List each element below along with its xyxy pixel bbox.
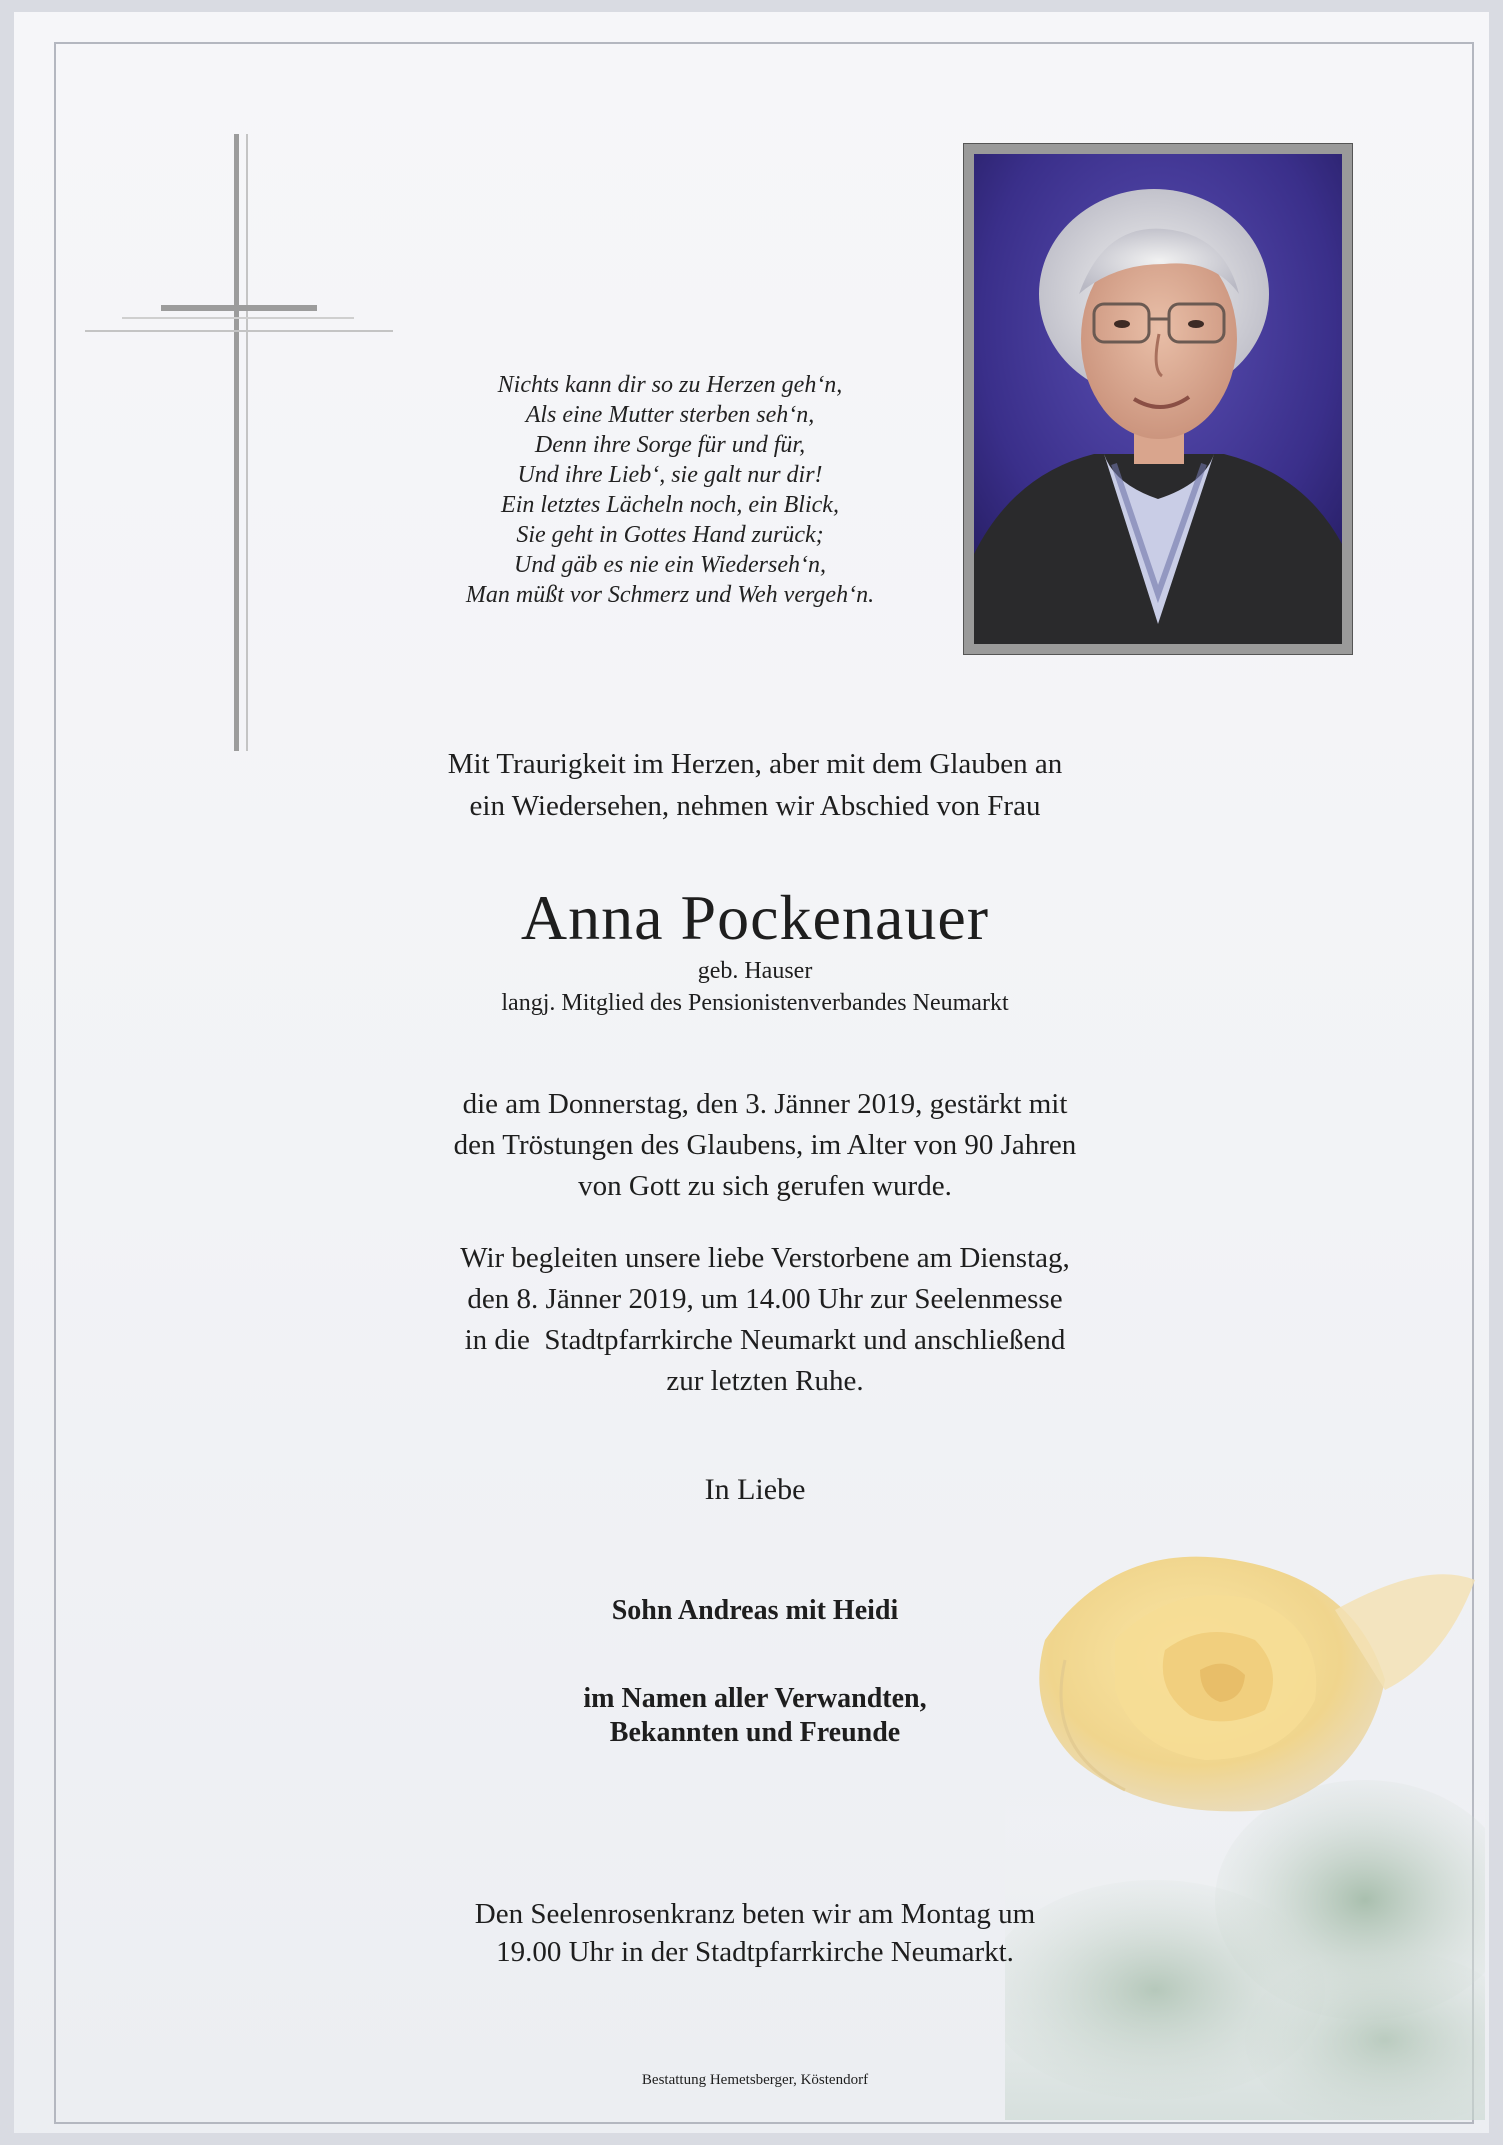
intro-line: Mit Traurigkeit im Herzen, aber mit dem Glauben an — [447, 748, 1063, 780]
mourner-line: Bekannten und Freunde — [609, 1717, 901, 1748]
funeral-line: Wir begleiten unsere liebe Verstorbene am Dienstag, — [460, 1242, 1070, 1274]
portrait-frame — [963, 143, 1353, 655]
poem-line: Ein letztes Lächeln noch, ein Blick, — [501, 492, 839, 518]
passing-line: den Tröstungen des Glaubens, im Alter von 90 Jahren — [453, 1129, 1077, 1161]
funeral-line: in die Stadtpfarrkirche Neumarkt und anschließend — [464, 1324, 1066, 1356]
passing-line: die am Donnerstag, den 3. Jänner 2019, gestärkt mit — [462, 1088, 1068, 1120]
deceased-details — [330, 955, 1180, 1019]
passing-line: von Gott zu sich gerufen wurde. — [578, 1170, 952, 1202]
mourner-line: im Namen aller Verwandten, — [583, 1683, 927, 1714]
poem-line: Sie geht in Gottes Hand zurück; — [516, 522, 824, 548]
rosary-notice — [330, 1895, 1180, 1971]
closing-phrase: In Liebe — [704, 1473, 806, 1506]
poem-line: Denn ihre Sorge für und für, — [534, 432, 806, 458]
mourner-primary: Sohn Andreas mit Heidi — [611, 1595, 899, 1626]
passing-paragraph — [370, 1084, 1160, 1207]
membership: langj. Mitglied des Pensionistenverbandes Neumarkt — [501, 990, 1009, 1016]
poem-line: Als eine Mutter sterben seh‘n, — [525, 402, 815, 428]
portrait-photo — [974, 154, 1342, 644]
intro-line: ein Wiedersehen, nehmen wir Abschied von Frau — [469, 790, 1041, 822]
poem-line: Und gäb es nie ein Wiederseh‘n, — [514, 552, 826, 578]
rose-icon — [1005, 1520, 1485, 2120]
funeral-paragraph — [370, 1238, 1160, 1402]
rosary-line: 19.00 Uhr in der Stadtpfarrkirche Neumarkt. — [496, 1936, 1014, 1968]
rosary-line: Den Seelenrosenkranz beten wir am Montag um — [474, 1898, 1036, 1930]
funeral-home-credit: Bestattung Hemetsberger, Köstendorf — [641, 2072, 869, 2088]
poem-line: Und ihre Lieb‘, sie galt nur dir! — [517, 462, 823, 488]
deceased-name: Anna Pockenauer — [520, 882, 990, 953]
poem-line: Nichts kann dir so zu Herzen geh‘n, — [497, 372, 843, 398]
maiden-name: geb. Hauser — [697, 958, 813, 984]
poem-line: Man müßt vor Schmerz und Weh vergeh‘n. — [465, 582, 875, 608]
poem — [390, 370, 950, 610]
intro-text — [330, 743, 1180, 827]
funeral-line: zur letzten Ruhe. — [666, 1365, 864, 1397]
funeral-line: den 8. Jänner 2019, um 14.00 Uhr zur Seelenmesse — [467, 1283, 1063, 1315]
